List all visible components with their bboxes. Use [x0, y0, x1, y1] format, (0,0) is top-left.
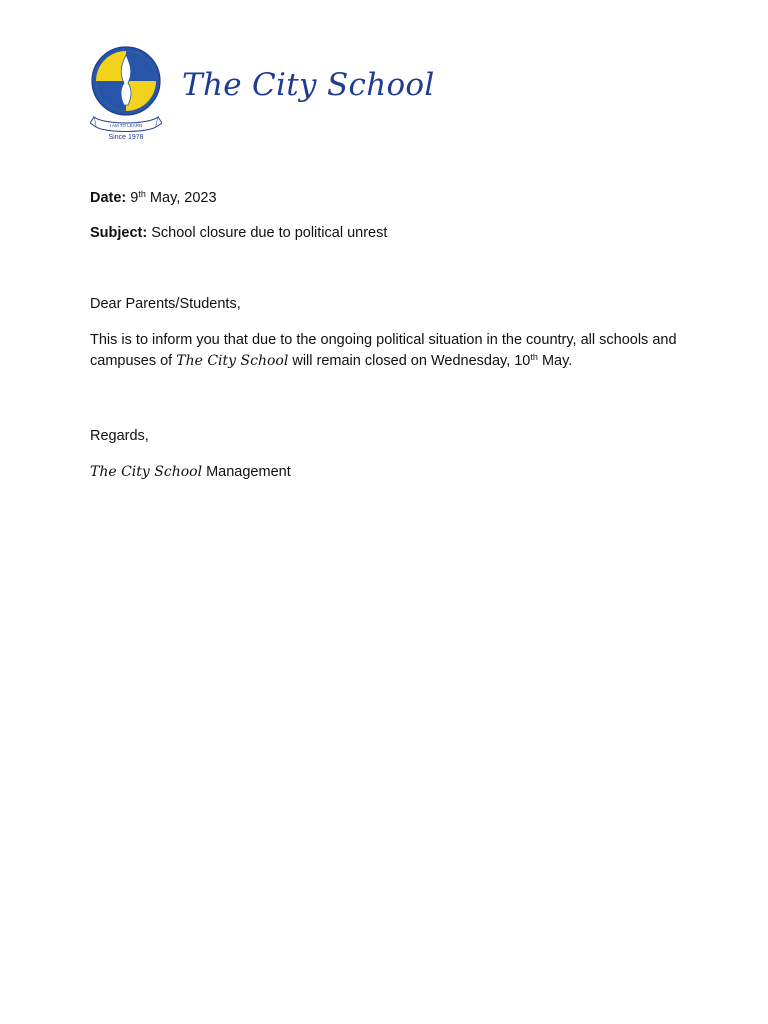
body-text-part2: will remain closed on Wednesday, 10 [292, 353, 531, 369]
date-rest: May, 2023 [149, 190, 217, 206]
subject-label: Subject: [90, 225, 148, 241]
subject-text: School closure due to political unrest [151, 225, 388, 241]
signature-school-name: The City School [90, 464, 203, 480]
body-text-part3: May. [541, 353, 573, 369]
letterhead-school-name: The City School [182, 67, 435, 103]
school-crest-icon [90, 45, 162, 141]
body-paragraph [90, 330, 690, 372]
signature [90, 462, 291, 483]
crest-motto: I AM TO LEARN [109, 123, 143, 128]
date-line [90, 188, 217, 209]
closing: Regards, [90, 428, 149, 444]
date-label: Date: [90, 190, 127, 206]
body-date-suffix: th [530, 352, 538, 362]
salutation: Dear Parents/Students, [90, 296, 241, 312]
subject-line [90, 223, 387, 244]
signature-suffix: Management [206, 464, 291, 480]
body-text-part1: This is to inform you that due to the ongoing political situation in the country, all schools and campuses of [90, 332, 677, 369]
body-school-name: The City School [176, 353, 289, 369]
date-day-suffix: th [138, 189, 146, 199]
crest-since: Since 1978 [108, 134, 144, 141]
date-day: 9 [130, 190, 139, 206]
letterhead [90, 45, 435, 145]
